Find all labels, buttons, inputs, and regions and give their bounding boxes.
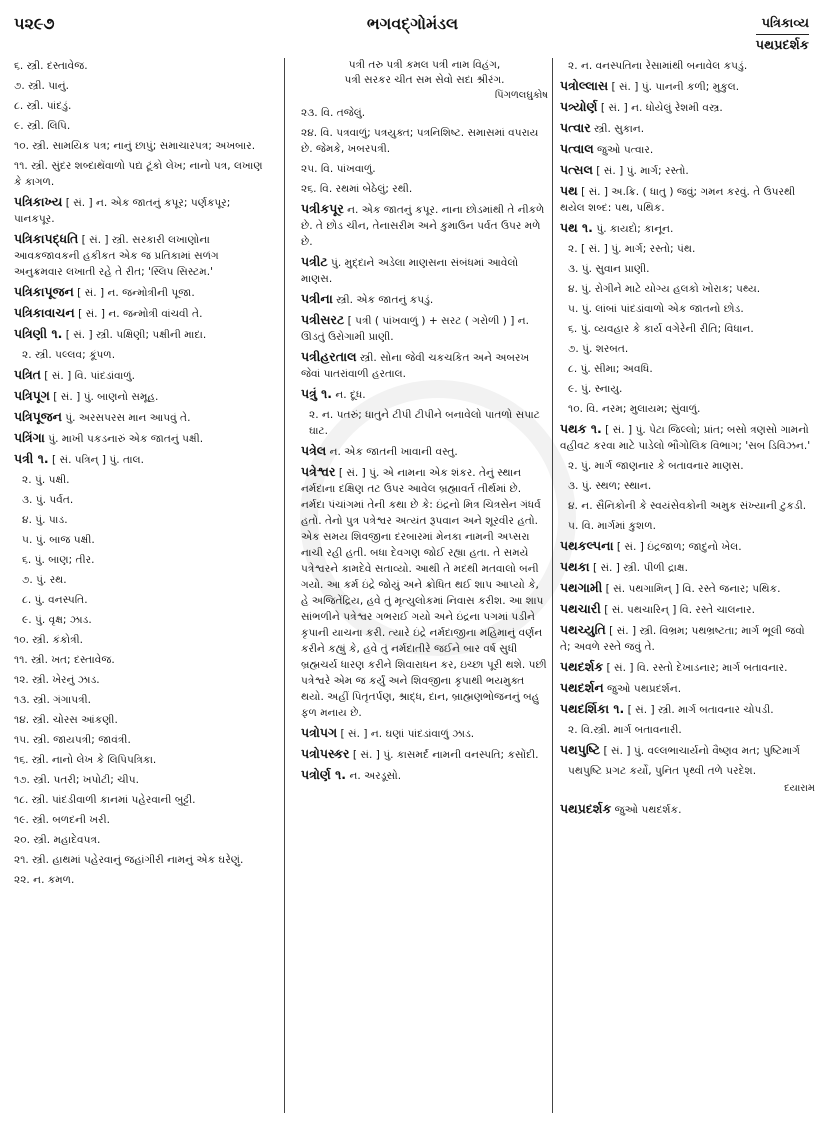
dictionary-entry — [14, 194, 269, 227]
dictionary-entry — [14, 326, 269, 343]
definition: ન. એક જાતનું કપૂર. નાના છોડમાંથી તે નીકળે છે. તે છોડ ચીન, તેનાસરીમ અને કુમાઉન પર્વત ઉપર મળે છે. — [301, 204, 545, 248]
dictionary-entry — [301, 767, 548, 784]
dictionary-entry — [301, 254, 548, 287]
definition: ૯. પું. વૃક્ષ; ઝાડ. — [22, 614, 92, 626]
citation: દયારામ — [784, 783, 815, 794]
definition: ૨૫. વિ. પાંખવાળું. — [301, 163, 376, 175]
definition: ન. દૂધ. — [335, 389, 366, 401]
definition: ૨. [ સં. ] પું. માર્ગ; રસ્તો; પંથ. — [568, 243, 696, 255]
sense-line — [14, 347, 269, 363]
dictionary-entry — [560, 680, 815, 697]
dictionary-entry — [560, 99, 815, 116]
definition: [ સં. ] ન. જન્મોત્રી વાંચવી તે. — [78, 308, 203, 320]
headword: પત્રેલ — [301, 443, 327, 458]
dictionary-entry — [560, 659, 815, 676]
definition: [ સં. ] પું. બાણનો સમૂહ. — [53, 391, 159, 403]
definition: ૨૧. સ્ત્રી. હાથમાં પહેરવાનું જહાંગીરી નામનું એક ઘરેણું. — [14, 854, 244, 866]
definition: ૧૧. સ્ત્રી. ખત; દસ્તાવેજ. — [14, 654, 115, 666]
definition: [ પત્રી ( પાંખવાળું ) + સરટ ( ગરોળી ) ] ન. ઊડતું ઉરોગામી પ્રાણી. — [301, 315, 530, 343]
definition: ૭. સ્ત્રી. પાનું. — [14, 80, 70, 92]
definition: ૨. ન. વનસ્પતિના રેસામાંથી બનાવેલ કપડું. — [568, 60, 748, 72]
book-title: ભગવદ્ગોમંડલ — [366, 14, 459, 33]
definition: ૩. પું. પર્વત. — [22, 494, 74, 506]
definition: [ સં. ] સ્ત્રી. પક્ષિણી; પક્ષીની માદા. — [65, 329, 207, 341]
definition: ૧૪. સ્ત્રી. ચોરસ આંકણી. — [14, 714, 118, 726]
verse-source: પિંગળલઘુકોષ — [494, 90, 548, 101]
headword: પથપ્રદર્શક — [560, 801, 612, 816]
sense-line — [560, 58, 815, 74]
headword: પથકલ્પના — [560, 538, 614, 553]
headword: પથદર્શક — [560, 659, 604, 674]
headword: પત્વાલ — [560, 141, 594, 156]
headword: પત્રેશ્વર — [301, 464, 336, 479]
definition: ૧૧. સ્ત્રી. સુંદર શબ્દાથૅવાળો પદ્ય ટૂંકો લેખ; નાનો પત્ર, લખાણ કે કાગળ. — [14, 160, 263, 188]
headword: પથચારી — [560, 601, 601, 616]
sense-line — [560, 241, 815, 257]
definition: ૭. પું. શરબત. — [568, 343, 629, 355]
dictionary-entry — [14, 231, 269, 280]
definition: ૧૩. સ્ત્રી. ગંગાપત્રી. — [14, 694, 92, 706]
definition: ૮. સ્ત્રી. પાંદડું. — [14, 100, 72, 112]
sense-line — [14, 792, 269, 808]
sense-line — [14, 712, 269, 728]
dictionary-entry — [560, 559, 815, 576]
headword: પથપુષ્ટિ — [560, 742, 601, 757]
headword: પત્રિપૂજન — [14, 409, 62, 424]
sense-line — [301, 407, 548, 439]
definition: ૨૦. સ્ત્રી. મહાદેવપત્ર. — [14, 834, 101, 846]
definition: પથપુષ્ટિ પ્રગટ કર્યો, પુનિત પૃથ્વી તળે પરદેશ. — [568, 765, 757, 777]
definition: સ્ત્રી. સુકાન. — [594, 123, 645, 135]
definition: ૪. પું. પાડ. — [22, 514, 68, 526]
headword: પત્રું ૧. — [301, 386, 333, 401]
headword: પત્રિત — [14, 367, 41, 382]
definition: ૬. સ્ત્રી. દસ્તાવેજ. — [14, 60, 88, 72]
definition: ૪. પું. રોગીને માટે યોગ્ય હલકો ખોરાક; પથ્ય. — [568, 283, 761, 295]
dictionary-entry — [301, 746, 548, 763]
dictionary-entry — [14, 409, 269, 426]
sense-line — [14, 78, 269, 94]
headword: પત્રોપગ — [301, 725, 338, 740]
sense-line — [14, 832, 269, 848]
sense-line — [301, 161, 548, 177]
dictionary-entry — [560, 421, 815, 454]
sense-line — [14, 652, 269, 668]
dictionary-entry — [301, 201, 548, 250]
definition: પું. માખી પકડનારું એક જાતનું પક્ષી. — [48, 433, 204, 445]
headword: પત્રોપસ્કર — [301, 746, 350, 761]
definition: ૮. પું. વનસ્પતિ. — [22, 594, 88, 606]
headword: પત્રી ૧. — [14, 451, 49, 466]
dictionary-columns — [0, 58, 825, 1118]
dictionary-entry — [14, 284, 269, 301]
sense-line — [14, 852, 269, 868]
definition: [ સં. ] સ્ત્રી. સરકારી લખાણોના આવકજાવકની હકીકત એક જ પ્રતિકામાં સળંગ અનુક્રમવાર લખાતી રહે તે રીત; 'સ્લિપ સિસ્ટમ.' — [14, 234, 219, 278]
definition: [ સં. ] પું. પાનની કળી; મુકુલ. — [611, 81, 740, 93]
sense-line — [14, 512, 269, 528]
dictionary-entry — [301, 443, 548, 460]
dictionary-entry — [14, 305, 269, 322]
headword: પત્રિપૂગ — [14, 388, 50, 403]
definition: ૧૦. સ્ત્રી. સામયિક પત્ર; નાનું છાપું; સમાચારપત્ર; અખબાર. — [14, 140, 256, 152]
definition: ૨. ન. પતરું; ધાતુને ટીપી ટીપીને બનાવેલો પાતળો સપાટ ઘાટ. — [309, 409, 540, 437]
sense-line — [560, 763, 815, 779]
headword: પત્રિકાવાચન — [14, 305, 75, 320]
dictionary-entry — [560, 183, 815, 216]
headword: પત્રિકાખ્ય — [14, 194, 63, 209]
definition: [ સં. ] પું. વલ્લભાચાર્યનો વૈષ્ણવ મત; પુષ્ટિમાર્ગ — [603, 745, 801, 757]
definition: ૮. પું. સીમા; અવધિ. — [568, 363, 653, 375]
verse-line: પત્રી તરુ પત્રી કમલ પત્રી નામ વિહંગ, — [348, 59, 501, 71]
dictionary-entry — [560, 580, 815, 597]
headword: પત્ર્યોર્ણ — [560, 99, 598, 114]
sense-line — [14, 692, 269, 708]
definition: ૧૬. સ્ત્રી. નાનો લેખ કે લિપિપત્રિકા. — [14, 754, 157, 766]
headword: પત્સલ — [560, 162, 593, 177]
headword: પત્રિકાપદ્ધતિ — [14, 231, 79, 246]
sense-line — [301, 181, 548, 197]
definition: [ સં. પત્રિન્ ] પું. તાલ. — [51, 454, 144, 466]
headword: પત્રોલ્લાસ — [560, 78, 609, 93]
sense-line — [301, 125, 548, 157]
dictionary-entry — [301, 312, 548, 345]
definition: પું. મુદ્દાને અડેલા માણસના સંબંધમાં આવેલો માણસ. — [301, 257, 519, 285]
sense-line — [560, 478, 815, 494]
definition: ૨. પું. માર્ગ જાણનાર કે બતાવનાર માણસ. — [568, 460, 744, 472]
sense-line — [560, 321, 815, 337]
dictionary-entry — [560, 801, 815, 818]
headword: પથગામી — [560, 580, 603, 595]
definition: ૧૮. સ્ત્રી. પાંદડીવાળી કાનમાં પહેરવાની બુટ્ટી. — [14, 794, 196, 806]
definition: [ સં. ] ન. એક જાતનું કપૂર; પર્ણકપૂર; પાનકપૂર. — [14, 197, 231, 225]
sense-line — [14, 472, 269, 488]
sense-line — [560, 401, 815, 417]
definition: ૬. પું. બાણ; તીર. — [22, 554, 95, 566]
headword: પત્રીહરતાલ — [301, 349, 357, 364]
sense-line — [14, 752, 269, 768]
headword: પત્વાર — [560, 120, 591, 135]
definition: સ્ત્રી. એક જાતનું કપડું. — [336, 294, 434, 306]
dictionary-entry — [301, 725, 548, 742]
sense-line — [560, 458, 815, 474]
definition: [ સં. ] ન. ઘણાં પાંદડાંવાળું ઝાડ. — [340, 728, 475, 740]
headword: પત્રીટ — [301, 254, 328, 269]
dictionary-entry — [301, 291, 548, 308]
definition: [ સં. ] ઇંદ્રજાળ; જાદુનો ખેલ. — [616, 541, 742, 553]
sense-line — [560, 281, 815, 297]
definition: ૫. વિ. માર્ગમાં કુશળ. — [568, 520, 656, 532]
sense-line — [14, 552, 269, 568]
dictionary-entry — [560, 120, 815, 137]
dictionary-entry — [14, 430, 269, 447]
dictionary-entry — [301, 386, 548, 403]
dictionary-entry — [560, 141, 815, 158]
dictionary-entry — [14, 367, 269, 384]
headword: પથકા — [560, 559, 590, 574]
definition: [ સં. પથગામિન્ ] વિ. રસ્તે જનાર; પથિક. — [605, 583, 781, 595]
sense-line — [14, 532, 269, 548]
dictionary-entry — [560, 622, 815, 655]
verse-line: પત્રી સરકર ચીત સમ સેવો સદા શ્રીરંગ. — [344, 74, 505, 86]
sense-line — [560, 722, 815, 738]
definition: ૯. સ્ત્રી. લિપિ. — [14, 120, 71, 132]
definition: [ સં. ] પું. પેટા જિલ્લો; પ્રાંત; બસો ત્રણસો ગામનો વહીવટ કરવા માટે પાડેલો ભૌગોલિક વિભાગ; 'સબ ડિવિઝન.' — [560, 424, 811, 452]
definition: [ સં. ] વિ. રસ્તો દેખાડનાર; માર્ગ બતાવનાર. — [606, 662, 788, 674]
headword: પથ ૧. — [560, 220, 593, 235]
definition: ન. અરડૂસો. — [349, 770, 402, 782]
guide-words — [756, 14, 809, 56]
definition: ૩. પું. સુવાન પ્રાણી. — [568, 263, 650, 275]
definition: [ સં. ] સ્ત્રી. પીળી દ્રાક્ષ. — [592, 562, 688, 574]
definition: [ સં. ] પું. એ નામના એક શંકર. તેનું સ્થાન નર્મદાના દક્ષિણ તટ ઉપર આવેલ બ્રહ્માવર્ત તીર્થમાં છે. નર્મદા પંચાંગમાં તેની કથા છે કે: ઇંદ્રનો મિત્ર ચિત્રસેન ગંધર્વ હતો. તેનો પુત્ર પત્રેશ્વર અત્યંત રૂપવાન અને શૂરવીર હતો. એક સમય શિવજીના દરબારમાં મેનકા નામની અપ્સરા નાચી રહી હતી. બધા દેવગણ જોઈ રહ્યા હતા. તે સમયે પત્રેશ્વરને કામદેવે સતાવ્યો. આથી તે મદથી મતવાલો બની ગયો. આ કર્મ ઇંદ્રે જોયું અને ક્રોધિત થઈ શાપ આપ્યો કે, હે અજિતેંદ્રિય, હવે તું મૃત્યુલોકમાં નિવાસ કરીશ. આ શાપ સાંભળીને પત્રેશ્વર ગભરાઈ ગયો અને ઇંદ્રના પગમાં પડીને કૃપાની યાચના કરી. ત્યારે ઇંદ્રે નર્મદાજીના મહિમાનું વર્ણન કરીને કહ્યું કે, હવે તું નર્મદાતીરે જઈને બાર વર્ષ સુધી બ્રહ્મચર્ય ધારણ કરીને શિવારાધન કર, ઇચ્છા પૂરી થશે. પછી પત્રેશ્વરે એમ જ કર્યું અને શિવજીના કૃપાથી ભયમુક્ત થયો. અહીં પિતૃતર્પણ, શ્રાદ્ધ, દાન, બ્રાહ્મણભોજનનું બહુ ફળ મનાય છે. — [301, 467, 547, 719]
definition: ન. એક જાતની ખાવાની વસ્તુ. — [329, 446, 458, 458]
definition: ૨૩. વિ. તજેલું. — [301, 107, 366, 119]
dictionary-entry — [14, 451, 269, 468]
headword: પત્રિકાપૂજન — [14, 284, 74, 299]
sense-line — [560, 301, 815, 317]
sense-line — [14, 138, 269, 154]
definition: [ સં. ] પું. કાસમર્દ નામની વનસ્પતિ; કસોંદી. — [352, 749, 539, 761]
dictionary-entry — [560, 601, 815, 618]
sense-line — [14, 812, 269, 828]
headword: પથ — [560, 183, 578, 198]
sense-line — [560, 518, 815, 534]
sense-line — [14, 672, 269, 688]
definition: ૨. સ્ત્રી. પલ્લવ; કૂંપળ. — [22, 349, 116, 361]
headword: પત્રીકપૂર — [301, 201, 344, 216]
definition: [ સં. પથચારિન્ ] વિ. રસ્તે ચાલનાર. — [604, 604, 755, 616]
definition: ૧૫. સ્ત્રી. જાયપત્રી; જાવંત્રી. — [14, 734, 131, 746]
dictionary-entry — [301, 349, 548, 382]
definition: ૫. પું. લાંબાં પાંદડાંવાળો એક જાતનો છોડ. — [568, 303, 744, 315]
sense-line — [14, 118, 269, 134]
dictionary-entry — [560, 162, 815, 179]
column-3 — [560, 58, 815, 1118]
sense-line — [14, 632, 269, 648]
definition: ૧૭. સ્ત્રી. પતરી; ખપોટી; ચીપ. — [14, 774, 139, 786]
definition: ૧૨. સ્ત્રી. ખેરનું ઝાડ. — [14, 674, 100, 686]
sense-line — [560, 261, 815, 277]
guide-word-first: પત્રિકાવ્ય — [761, 16, 809, 31]
definition: ૨૬. વિ. રથમાં બેઠેલું; રથી. — [301, 183, 413, 195]
sense-line — [14, 98, 269, 114]
definition: જુઓ પથપ્રદર્શન. — [607, 683, 682, 695]
dictionary-entry — [560, 742, 815, 759]
definition: ૪. ન. સૈનિકોની કે સ્વયંસેવકોની અમુક સંખ્યાની ટુકડી. — [568, 500, 807, 512]
definition: ૧૦. વિ. નરમ; મુલાયમ; સુંવાળું. — [568, 403, 701, 415]
definition: જુઓ પથદર્શક. — [614, 804, 682, 816]
definition: [ સં. ] અ.ક્રિ. ( ધાતુ ) જવું; ગમન કરવું. તે ઉપરથી થયેલ શબ્દ: પથ, પથિક. — [560, 186, 796, 214]
definition: [ સં. ] સ્ત્રી. માર્ગ બતાવનાર ચોપડી. — [627, 704, 774, 716]
dictionary-entry — [560, 538, 815, 555]
definition: ૫. પું. બાજ પક્ષી. — [22, 534, 95, 546]
sense-line — [14, 58, 269, 74]
definition: ૭. પું. રથ. — [22, 574, 67, 586]
page-number: ૫૨૯૭ — [14, 14, 55, 33]
definition: ૧૯. સ્ત્રી. બળદની ખરી. — [14, 814, 110, 826]
sense-line — [14, 158, 269, 190]
sense-line — [560, 361, 815, 377]
sense-line — [14, 572, 269, 588]
guide-word-last: પથપ્રદર્શક — [756, 34, 809, 56]
definition: જુઓ પત્વાર. — [597, 144, 654, 156]
definition: ૨. પું. પક્ષી. — [22, 474, 70, 486]
sense-line — [14, 872, 269, 888]
headword: પત્રિણી ૧. — [14, 326, 63, 341]
dictionary-entry — [560, 78, 815, 95]
headword: પથદર્શન — [560, 680, 604, 695]
headword: પત્રીના — [301, 291, 333, 306]
column-1 — [14, 58, 269, 1118]
definition: [ સં. ] ન. જન્મોત્રીની પૂજા. — [77, 287, 195, 299]
headword: પત્રોર્ણ ૧. — [301, 767, 347, 782]
definition: [ સં. ] વિ. પાંદડાંવાળું. — [44, 370, 135, 382]
definition: ૨૪. વિ. પત્રવાળું; પત્રયુક્ત; પત્રનિશિષ્ટ. સમાસમાં વપરાય છે. જેમકે, ખબરપત્રી. — [301, 127, 539, 155]
definition: ૧૦. સ્ત્રી. કંકોત્રી. — [14, 634, 84, 646]
definition: [ સં. ] સ્ત્રી. વિભ્રમ; પથભ્રષ્ટતા; માર્ગ ભૂલી જવો તે; અવળે રસ્તે જવું તે. — [560, 625, 805, 653]
definition: પું. કાયદો; કાનૂન. — [596, 223, 674, 235]
headword: પથક ૧. — [560, 421, 602, 436]
dictionary-entry — [560, 220, 815, 237]
sense-line — [14, 592, 269, 608]
sense-line — [560, 341, 815, 357]
sense-line — [560, 381, 815, 397]
column-2 — [301, 58, 548, 1118]
verse-quote — [301, 58, 548, 88]
definition: ૨૨. ન. કમળ. — [14, 874, 75, 886]
definition: [ સં. ] ન. ધોયેલું રેશમી વસ્ત્ર. — [600, 102, 723, 114]
definition: સ્ત્રી. સોના જેવી ચકચકિત અને અબરખ જેવાં પાતરાંવાળી હરતાલ. — [301, 352, 530, 380]
headword: પત્રીસરટ — [301, 312, 345, 327]
definition: ૯. પું. સ્નાયુ. — [568, 383, 623, 395]
definition: [ સં. ] પું. માર્ગ; રસ્તો. — [596, 165, 689, 177]
definition: ૩. પું. સ્થળ; સ્થાન. — [568, 480, 652, 492]
headword: પથદર્શિકા ૧. — [560, 701, 625, 716]
dictionary-entry — [560, 701, 815, 718]
dictionary-entry — [301, 464, 548, 721]
sense-line — [301, 105, 548, 121]
page-header — [0, 14, 825, 62]
sense-line — [14, 612, 269, 628]
definition: ૨. વિ.સ્ત્રી. માર્ગ બતાવનારી. — [568, 724, 682, 736]
definition: ૬. પું. વ્યવહાર કે કાર્ય વગેરેની રીતિ; વિધાન. — [568, 323, 754, 335]
dictionary-entry — [14, 388, 269, 405]
headword: પત્રિંગા — [14, 430, 45, 445]
sense-line — [14, 732, 269, 748]
sense-line — [560, 498, 815, 514]
sense-line — [14, 492, 269, 508]
definition: પું. અરસપરસ માન આપવું તે. — [65, 412, 191, 424]
sense-line — [14, 772, 269, 788]
headword: પથચ્યુતિ — [560, 622, 606, 637]
